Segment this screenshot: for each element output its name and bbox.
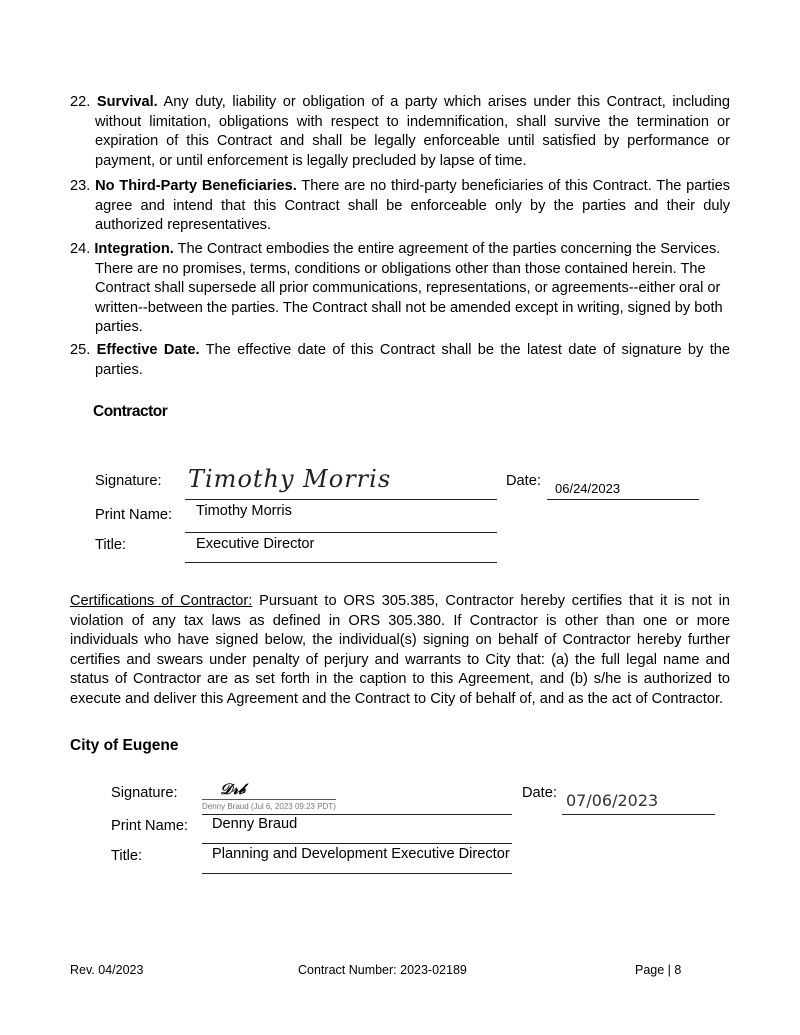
print-name-line xyxy=(202,843,512,844)
contractor-date: 06/24/2023 xyxy=(555,481,621,496)
city-date-label: Date: xyxy=(522,785,557,801)
city-title-label: Title: xyxy=(111,848,143,864)
city-signature-stamp: Denny Braud (Jul 6, 2023 09:23 PDT) xyxy=(202,802,336,811)
footer-revision: Rev. 04/2023 xyxy=(70,963,144,977)
contractor-signature: Timothy Morris xyxy=(188,465,392,493)
contractor-signature-label: Signature: xyxy=(95,473,162,489)
clause-effective-date: 25. Effective Date. The effective date of this Contract shall be the latest date of signature by the parties. xyxy=(70,342,730,378)
city-signature-label: Signature: xyxy=(111,785,178,801)
date-line xyxy=(547,499,699,500)
title-line xyxy=(202,873,512,874)
city-date: 07/06/2023 xyxy=(566,791,659,810)
city-print-name-label: Print Name: xyxy=(111,818,189,834)
contractor-heading: Contractor xyxy=(93,403,168,420)
city-heading: City of Eugene xyxy=(70,737,179,754)
contractor-print-name-label: Print Name: xyxy=(95,507,173,523)
city-signature-scribble: 𝒟𝓇𝒷 xyxy=(220,780,245,798)
city-title: Planning and Development Executive Director xyxy=(212,846,510,862)
signature-line xyxy=(202,814,512,815)
certification-text: Certifications of Contractor: Pursuant to ORS 305.385, Contractor hereby certifies that it is not in violation of any tax laws as defined in ORS 305.380. If Contractor is other than one or more individuals who have signed below, the individual(s) signing on behalf of Contractor hereby further certifies and swears under penalty of perjury and warrants to City that: (a) the full legal name and status of Contractor are as set forth in the caption to this Agreement, and (b) s/he is authorized to execute and deliver this Agreement and the Contract to City of behalf of, and as the act of Contractor. xyxy=(70,593,730,707)
footer-contract-number: Contract Number: 2023-02189 xyxy=(298,963,467,977)
clause-third-party: 23. No Third-Party Beneficiaries. There are no third-party beneficiaries of this Contract. The parties agree and intend that this Contract shall be enforceable only by the parties and their duly authorized representatives. xyxy=(70,178,730,234)
clause-integration: 24. Integration. The Contract embodies the entire agreement of the parties concerning the Services. There are no promises, terms, conditions or obligations other than those contained herein. The Contract shall supersede all prior communications, representations, or agreements--either oral or written--between the parties. The Contract shall not be amended except in writing, signed by both parties. xyxy=(70,241,723,336)
contractor-title: Executive Director xyxy=(196,536,315,552)
esign-line xyxy=(202,799,336,800)
city-print-name: Denny Braud xyxy=(212,816,298,832)
clause-survival: 22. Survival. Any duty, liability or obligation of a party which arises under this Contract, including without limitation, obligations with respect to indemnification, shall survive the termination or expiration of this Contract and shall be legally enforceable until satisfied by performance or payment, or until enforcement is legally precluded by lapse of time. xyxy=(70,94,730,169)
date-line xyxy=(562,814,715,815)
contractor-print-name: Timothy Morris xyxy=(196,503,292,519)
print-name-line xyxy=(185,532,497,533)
signature-line xyxy=(185,499,497,500)
contractor-title-label: Title: xyxy=(95,537,127,553)
contractor-date-label: Date: xyxy=(506,473,541,489)
footer-page-number: Page | 8 xyxy=(635,963,682,977)
title-line xyxy=(185,562,497,563)
